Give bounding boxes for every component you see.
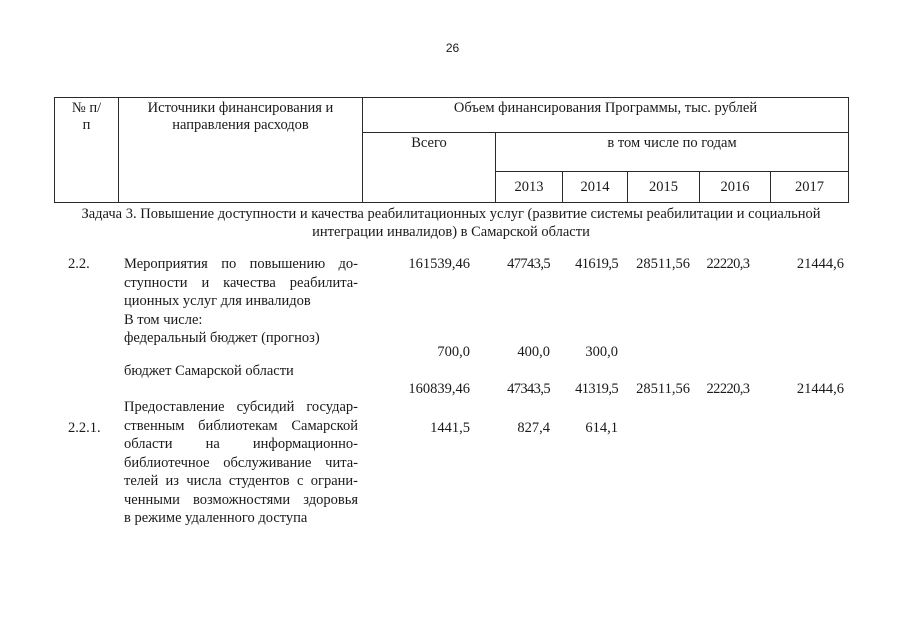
row-2016: 22220,3 — [706, 380, 750, 397]
header-funding-label: Объем финансирования Программы, тыс. рублей — [453, 100, 758, 116]
header-funding-cell — [363, 98, 849, 133]
header-year-2014: 2014 — [563, 172, 628, 203]
header-year-2017: 2017 — [771, 172, 849, 203]
header-year-2016: 2016 — [700, 172, 771, 203]
header-number-label: № п/п — [71, 100, 102, 133]
row-number: 2.2.1. — [68, 420, 101, 436]
row-2013: 47743,5 — [507, 256, 550, 272]
header-number-cell — [55, 98, 119, 203]
row-2014: 41319,5 — [575, 380, 618, 397]
row-total: 161539,46 — [408, 256, 470, 272]
row-2014: 41619,5 — [575, 256, 618, 272]
table-header — [54, 97, 849, 203]
description-line: Мероприятия по повышению до- — [124, 256, 358, 272]
header-years-cell — [496, 133, 849, 172]
row-description — [110, 398, 362, 528]
row-2013: 47343,5 — [507, 380, 550, 397]
description-line: ственным библиотекам Самарской — [124, 417, 358, 434]
description-line: ченными возможностями здоровья — [124, 491, 358, 508]
row-2015: 28511,56 — [636, 256, 690, 272]
task-title: Задача 3. Повышение доступности и качества реабилитационных услуг (развитие системы реабилитации и социальной интеграции инвалидов) в Самарской области — [81, 206, 821, 240]
header-year-2013: 2013 — [496, 172, 563, 203]
header-source-label: Источники финансирования и направления расходов — [147, 100, 334, 133]
row-2016: 22220,3 — [706, 256, 750, 272]
row-total: 160839,46 — [408, 380, 470, 397]
row-2015: 28511,56 — [636, 380, 690, 397]
row-description: бюджет Самарской области — [124, 362, 294, 379]
header-total-cell — [363, 133, 496, 203]
row-total: 1441,5 — [430, 420, 470, 436]
row-description: В том числе: — [124, 311, 203, 328]
table-row — [54, 398, 848, 528]
table-row — [54, 311, 848, 330]
row-number: 2.2. — [68, 256, 90, 272]
table-row — [54, 329, 848, 362]
row-total: 700,0 — [437, 344, 470, 360]
header-year-2015: 2015 — [628, 172, 700, 203]
description-line: области на информационно- — [124, 436, 358, 452]
description-line: в режиме удаленного доступа — [124, 510, 308, 526]
row-2014: 300,0 — [585, 344, 618, 360]
row-description: федеральный бюджет (прогноз) — [124, 330, 320, 346]
table-row — [54, 255, 848, 311]
description-line: Предоставление субсидий государ- — [124, 399, 358, 415]
row-2013: 827,4 — [517, 420, 550, 436]
table-body — [54, 255, 848, 528]
row-2017: 21444,6 — [796, 256, 844, 272]
header-source-cell — [119, 98, 363, 203]
description-line: ционных услуг для инвалидов — [124, 293, 311, 309]
table-row — [54, 362, 848, 399]
row-description — [110, 255, 362, 311]
row-2013: 400,0 — [517, 344, 550, 360]
description-line: телей из числа студентов с ограни- — [124, 473, 358, 489]
row-2017: 21444,6 — [796, 380, 844, 397]
header-total-label: Всего — [411, 135, 447, 151]
header-years-label: в том числе по годам — [607, 135, 737, 151]
description-line: библиотечное обслуживание чита- — [124, 454, 358, 471]
description-line: ступности и качества реабилита- — [124, 274, 358, 291]
page-number: 26 — [445, 41, 460, 55]
row-2014: 614,1 — [585, 420, 618, 436]
